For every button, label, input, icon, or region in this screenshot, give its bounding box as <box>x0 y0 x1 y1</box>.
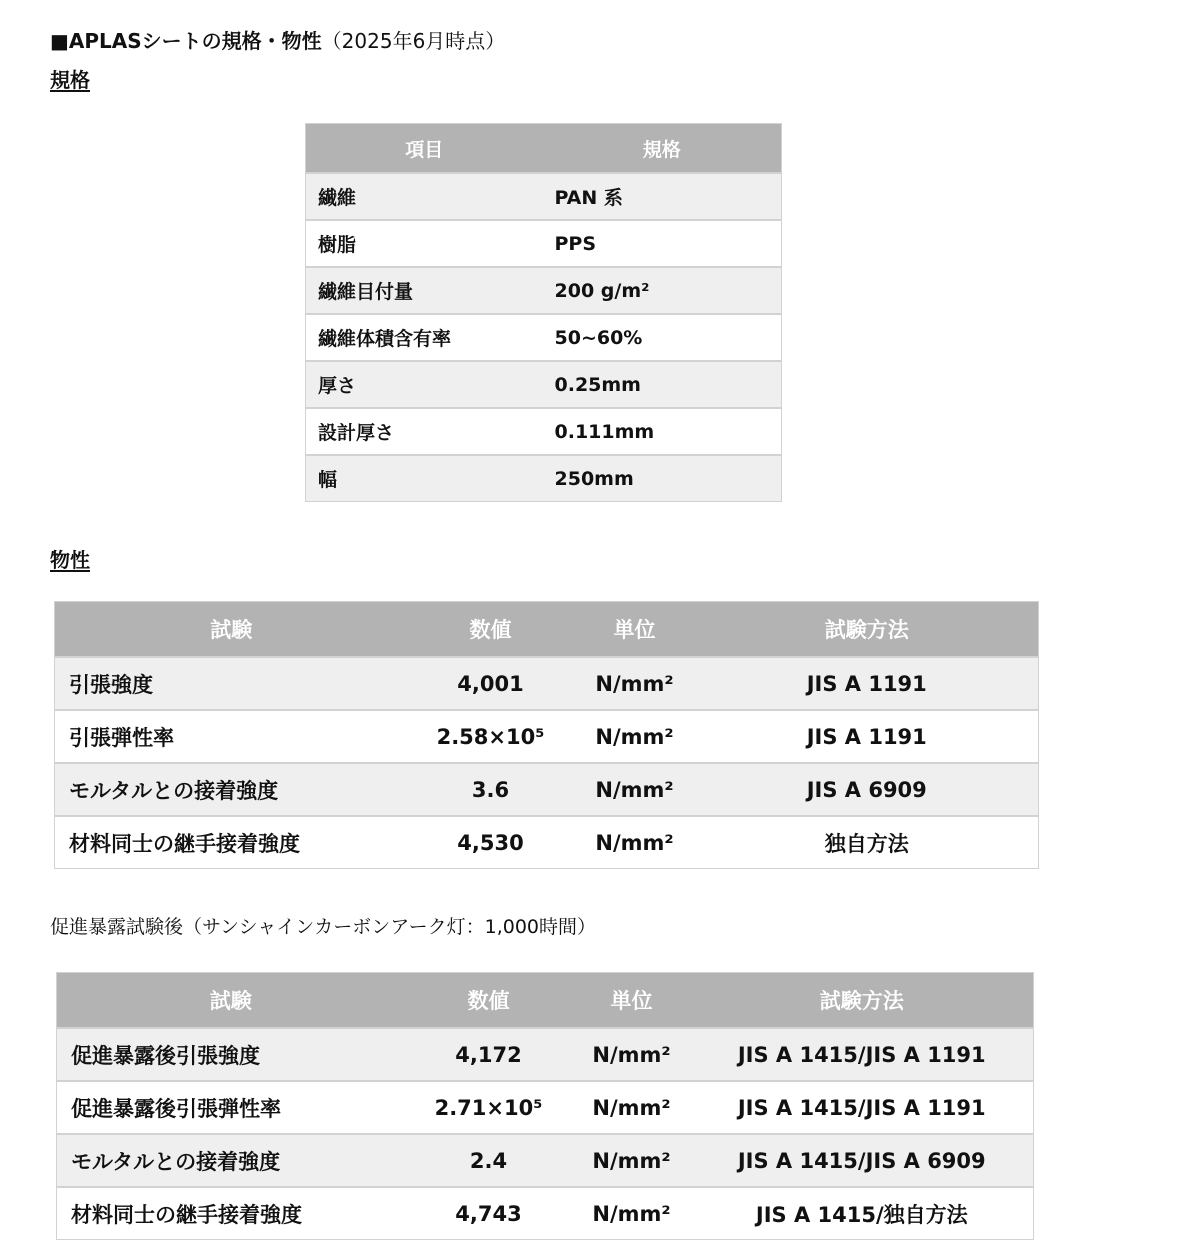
spec-header-spec: 規格 <box>543 124 782 174</box>
table-row <box>306 361 782 408</box>
table-row <box>55 657 1039 710</box>
property-header-unit: 単位 <box>574 602 696 658</box>
method-cell: JIS A 1415/JIS A 1191 <box>691 1081 1034 1134</box>
unit-cell: N/mm² <box>574 763 696 816</box>
test-name-cell: 材料同士の継手接着強度 <box>55 816 408 869</box>
method-cell: JIS A 6909 <box>696 763 1039 816</box>
table-row <box>306 408 782 455</box>
table-row <box>57 1134 1034 1187</box>
method-cell: JIS A 1191 <box>696 710 1039 763</box>
test-name-cell: モルタルとの接着強度 <box>57 1134 405 1187</box>
page-title <box>50 27 505 55</box>
spec-item-cell: 樹脂 <box>306 220 543 267</box>
table-row <box>57 1081 1034 1134</box>
value-cell: 4,743 <box>405 1187 573 1240</box>
unit-cell: N/mm² <box>573 1134 691 1187</box>
method-cell: JIS A 1415/JIS A 6909 <box>691 1134 1034 1187</box>
spec-value-cell: 0.111mm <box>543 408 782 455</box>
value-cell: 2.58×10⁵ <box>408 710 574 763</box>
table-row <box>57 1187 1034 1240</box>
spec-item-cell: 幅 <box>306 455 543 502</box>
property-section-title: 物性 <box>50 548 90 572</box>
spec-item-cell: 繊維目付量 <box>306 267 543 314</box>
test-name-cell: 促進暴露後引張弾性率 <box>57 1081 405 1134</box>
accelerated-header-test: 試験 <box>57 973 405 1029</box>
accelerated-table <box>56 972 1034 1240</box>
spec-value-cell: 0.25mm <box>543 361 782 408</box>
accelerated-table-header-row <box>57 973 1034 1029</box>
spec-item-cell: 厚さ <box>306 361 543 408</box>
table-row <box>306 314 782 361</box>
table-row <box>306 220 782 267</box>
method-cell: 独自方法 <box>696 816 1039 869</box>
value-cell: 4,172 <box>405 1028 573 1081</box>
value-cell: 4,530 <box>408 816 574 869</box>
table-row <box>306 173 782 220</box>
accelerated-header-value: 数値 <box>405 973 573 1029</box>
spec-item-cell: 繊維 <box>306 173 543 220</box>
test-name-cell: 材料同士の継手接着強度 <box>57 1187 405 1240</box>
table-row <box>55 816 1039 869</box>
value-cell: 4,001 <box>408 657 574 710</box>
property-header-test: 試験 <box>55 602 408 658</box>
spec-value-cell: 250mm <box>543 455 782 502</box>
unit-cell: N/mm² <box>573 1028 691 1081</box>
test-name-cell: 促進暴露後引張強度 <box>57 1028 405 1081</box>
unit-cell: N/mm² <box>573 1187 691 1240</box>
spec-value-cell: PPS <box>543 220 782 267</box>
value-cell: 3.6 <box>408 763 574 816</box>
table-row <box>55 763 1039 816</box>
test-name-cell: 引張強度 <box>55 657 408 710</box>
table-row <box>55 710 1039 763</box>
unit-cell: N/mm² <box>574 657 696 710</box>
spec-table <box>305 123 782 502</box>
spec-value-cell: 50~60% <box>543 314 782 361</box>
unit-cell: N/mm² <box>574 816 696 869</box>
spec-item-cell: 繊維体積含有率 <box>306 314 543 361</box>
method-cell: JIS A 1191 <box>696 657 1039 710</box>
unit-cell: N/mm² <box>573 1081 691 1134</box>
unit-cell: N/mm² <box>574 710 696 763</box>
value-cell: 2.4 <box>405 1134 573 1187</box>
test-name-cell: モルタルとの接着強度 <box>55 763 408 816</box>
method-cell: JIS A 1415/独自方法 <box>691 1187 1034 1240</box>
value-cell: 2.71×10⁵ <box>405 1081 573 1134</box>
table-row <box>306 455 782 502</box>
spec-value-cell: 200 g/m² <box>543 267 782 314</box>
property-header-value: 数値 <box>408 602 574 658</box>
spec-item-cell: 設計厚さ <box>306 408 543 455</box>
accelerated-caption: 促進暴露試験後（サンシャインカーボンアーク灯：1,000時間） <box>50 916 597 938</box>
spec-value-cell: PAN 系 <box>543 173 782 220</box>
spec-header-item: 項目 <box>306 124 543 174</box>
property-table-header-row <box>55 602 1039 658</box>
accelerated-header-method: 試験方法 <box>691 973 1034 1029</box>
table-row <box>57 1028 1034 1081</box>
page-title-main: ■APLASシートの規格・物性 <box>50 29 322 53</box>
accelerated-header-unit: 単位 <box>573 973 691 1029</box>
test-name-cell: 引張弾性率 <box>55 710 408 763</box>
page-title-date: （2025年6月時点） <box>321 29 506 53</box>
method-cell: JIS A 1415/JIS A 1191 <box>691 1028 1034 1081</box>
property-table <box>54 601 1039 869</box>
table-row <box>306 267 782 314</box>
property-header-method: 試験方法 <box>696 602 1039 658</box>
spec-table-header-row <box>306 124 782 174</box>
spec-section-title: 規格 <box>50 68 90 92</box>
